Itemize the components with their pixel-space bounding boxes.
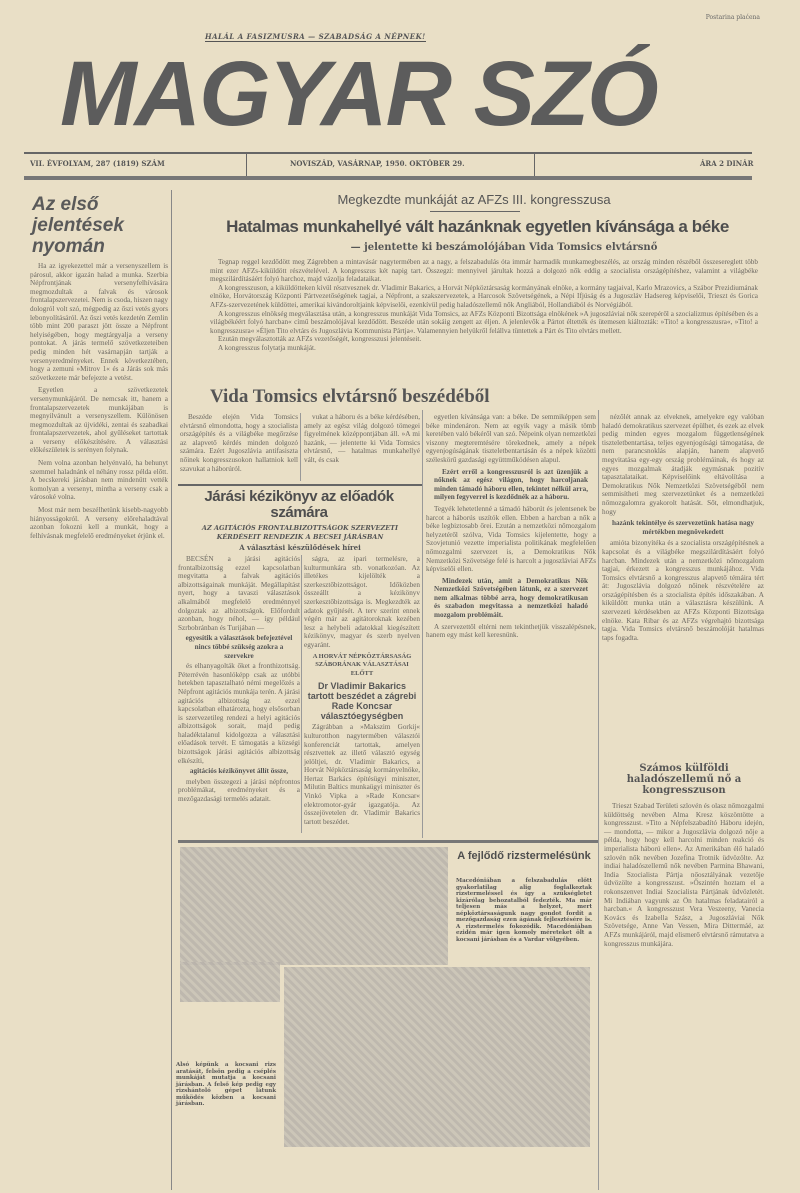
paragraph: A kongresszus elnökség megválasztása után, a kongresszus munkáját Vida Tomsics, az AFZs Központi Bizottsága elnökének »A jugoszláviai nők szerepéről a szocializmus építésében és a világbékéért folyó harcban« című beszámolójával kezdődött. Beszéde után sokáig zengett az éljen. A jelenlevők a Pártot éltették és ütemesen kiáltozták: »Tito! a kongresszusra«, »Tito! a kongresszusra« »Éljen Tito elvtárs és Jugoszlávia Kommunista Pártja«. Valamennyien helyükről felállva tüntettek a Párt és Tito elvtárs mellett. bbox=[210, 309, 758, 335]
rice-harvest-photo-bottom bbox=[284, 967, 590, 1147]
column-divider bbox=[422, 410, 423, 838]
district-headline: Járási kézikönyv az előadók számára bbox=[204, 488, 394, 521]
speech-col-2: vukat a háboru és a béke kérdésében, amely az egész világ dolgozó tömegei figyelmének középpontjában áll. »A mi hazánk, — jelentette ki Vida Tomsics elvtársnő, — hatalmas munkahellyé vált, és csak bbox=[304, 413, 420, 464]
masthead-bottom-rule bbox=[24, 176, 752, 180]
left-article-headline: Az első jelentések nyomán bbox=[32, 194, 124, 257]
paragraph: BECSÉN a járási agitációs frontalbizottság ezzel kapcsolatban megvitatta a falvak agitációs albizottságainak munkáját. Megállapítást nyert, hogy a tavaszi választások alkalmából megfelelő eredménnyel dolgoztak az albizottságok. Előfordult azonban, hogy néhol, — így például Szrbobránban és Turijában — bbox=[178, 555, 300, 632]
district-col-2 bbox=[304, 555, 420, 826]
masthead-title: MAGYAR SZÓ bbox=[60, 43, 657, 145]
sub-headline: Dr Vladimir Bakarics tartott beszédet a zágrebi Rade Koncsar választóegységben bbox=[307, 681, 417, 722]
divider bbox=[534, 154, 535, 176]
paragraph: melyben összegezi a járási népfrontos problémákat, eredményeket és a mezőgazdasági termelés adatait. bbox=[178, 777, 300, 804]
right-article-body: Trieszt Szabad Területi szlovén és olasz nőmozgalmi küldöttség nevében Alma Kresz köszöntötte a kongresszust. »Tito a Népfelszabadító Háboru idején, — mondotta, — mikor a Jugoszlávia dolgozó nője a példa, hogy hogy kell harcolni minden reakció és imperialista háború ellen«. Az Amerikában élő haladó szlovén nők nevében Jozefina Trotnik üdvözölte. Az indiai haladószellemű nők nevében Parmina Bhawani, India Szocialista Pártja nőosztályának vezetője üdvözölte a kongresszust. »Őszintén hoztam el a rokonszenvet Indiai Szocialista Pártjának üdvözletét. Mi Indiában vagyunk az Ön hatalmas feladatairól a harcban.« A kongresszust Vera Veszeeny, Vanecia Kovács és Izabella Szász, a Jugoszláviai Nők Szövetsége, Anne Van Vessen, Mira Dittermáé, az AFZs munkájáról, majd elismerő elvtársnő rámutatva a kongresszus munkájára. bbox=[604, 802, 764, 948]
rice-feature-text: Macedóniában a felszabadulás előtt gyakorlatilag alig foglalkoztak rizstermeléssel és így a szükségletet kizárólag behozatalból fedezték. Ma már teljesen más a helyzet, mert népköztársaságunk nagy gondot fordít a mezőgazdaság ezen ágának fejlesztésére is. A rizstermelés fokozódik. Macedóniában ezidén már igen komoly méreteket ölt a kocsani járásban és a Vardar völgyében. bbox=[456, 878, 592, 943]
speech-col-3 bbox=[426, 413, 596, 640]
main-article-body bbox=[210, 258, 758, 353]
paragraph: és elhanyagolták őket a fronthizottság. Péterrévén hasonlóképp csak az utóbbi hetekben tapasztalható némi megelőzés a Népfront agitációs munkája terén. A járási agitációs albizottság az ezzel kapcsolatban elhatározta, hogy elsősorban is szervezetileg rendezi a helyi agitációs albizottságok sorait, majd pedig haladéktalanul kidolgozza a választási előadások tervét. E támogatás a községi bizottságok járási agitációs albizottság elkészíti, bbox=[178, 662, 300, 765]
paragraph: Tegyék lehetetlenné a támadó háborút és jelentsenek be harcot a háborús uszítók ellen. Ebben a harcban a nők a béke legbiztosabb őrei. Ezután a nemzetközi nőmozgalom helyzetéről szólva, Vida Tomsics kijelentette, hogy a Szovjetunió vezette imperialista politikának megfelelően nőmozgalmi szervezet is, a Demokratikus Nők Nemzetközi Szövetsége felé is harcolt a jugoszláviai AFZs képviselői ellen. bbox=[426, 504, 596, 574]
paragraph: Ezután megválasztották az AFZs vezetőségét, kongresszusi jelentéseit. bbox=[218, 335, 422, 344]
district-col-1 bbox=[178, 555, 300, 804]
divider bbox=[300, 413, 301, 481]
paragraph-bold: egyesítik a választások befejeztével nincs többé szükség azokra a szervekre bbox=[185, 634, 293, 660]
paragraph: ságra, az ipari termelésre, a kulturmunkára stb. vonatkozóan. Az illetékes kijelölték a szerkesztőbizottságot. Időközben összeállt a kézikönyv szerkesztőbizottsága is. Megkezdték az adatok gyűjtését. A terv szerint ennek végén már az agitátoroknak kezében lesz a helybeli adatokkal kiegészített kézikönyv, magyar és szerb nyelven egyaránt. bbox=[304, 555, 420, 649]
rule bbox=[430, 211, 520, 212]
paragraph: A szervezettől eltérni nem tekinthetjük visszalépésnek, hanem egy mást kell keresnünk. bbox=[426, 622, 596, 640]
section-caps-heading: A HORVÁT NÉPKÖZTÁRSASÁG SZÁBORÁNAK VÁLASZTÁSAI ELŐTT bbox=[312, 652, 412, 677]
price: ÁRA 2 DINÁR bbox=[700, 159, 754, 168]
rice-feature-headline: A fejlődő rizstermelésünk bbox=[457, 850, 591, 862]
main-headline: Hatalmas munkahellyé vált hazánknak egyetlen kívánsága a béke bbox=[226, 217, 729, 236]
paragraph: amióta bizonyítéka és a szocialista országépítésnek a kapcsolat és a világbéke megszilárdításáért folyó harcban. Mindezek után a nemzetközi nőmozgalom tagjai, érkezett a kongresszus munkájához. Vida Tomsics elvtársnő a kongresszus alapvető témáira tért át: Jugoszlávia dolgozó nőinek részvételére az országépítésben és a szocialista építés időszakában. A kiküldött munka után a választásra készülünk. A szervezeti kérdésekben az AFZs Központi Bizottsága elnöke. Kata Ribar és az AFZs végrehajtó bizottsága tagja. Vida Tomsics elvtársnő beszámolóját hatalmas taps fogadta. bbox=[602, 539, 764, 642]
paragraph-bold: agitációs kézikönyvet állít össze, bbox=[189, 767, 289, 776]
photo-caption: Alsó képünk a kocsani rizs aratását, felsőn pedig a cséplés munkáját mutatja a kocsani járásban. A felső kép pedig egy rizshántoló gépet látunk működés közben a kocsani járásban. bbox=[176, 1062, 276, 1107]
rice-harvest-photo-top-left bbox=[180, 962, 280, 1002]
paragraph-bold: hazánk tekintélye és szervezetünk hatása nagy mértékben megnövekedett bbox=[612, 519, 754, 536]
column-divider bbox=[598, 410, 599, 1190]
right-article-headline: Számos külföldi haladószellemű nő a kongresszuson bbox=[626, 763, 742, 796]
paragraph-bold: Ezért erről a kongresszusról is azt üzenjük a nőknek az egész világon, hogy harcoljanak minden támadó háboru ellen, tekintet nélkül arra, milyen fegyverrel is kezdődnék az a háboru. bbox=[434, 467, 588, 502]
place-date: NOVISZÁD, VASÁRNAP, 1950. OKTÓBER 29. bbox=[290, 159, 465, 168]
paragraph: Zágrábban a »Makszim Gorkij« kulturotthon nagytermében választói konferenciát tartottak, amelyen résztvettek az illető választó egység jelöltjei, dr. Vladimir Bakarics, a Horvát Népköztársaság kormányelnöke, Hertaz Barkács építésügyi miniszter, Milutin Baltics munkaügyi miniszter és Vinkó Vipka a »Rade Koncsar« elektromotor-gyár igazgatója. Az összejövetelen dr. Vladimir Bakarics tartott beszédet. bbox=[304, 723, 420, 826]
paragraph: Most már nem beszélhetünk kisebb-nagyobb hiányosságokról. A verseny előrehaladtával azonban fokozni kell a munkát, hogy a felhívásnak megfelelő eredményeket érjünk el. bbox=[30, 506, 168, 540]
main-subheadline: — jelentette ki beszámolójában Vida Tomsics elvtársnő bbox=[350, 242, 658, 253]
rule bbox=[178, 840, 598, 843]
paragraph: egyetlen kívánsága van: a béke. De semmiképpen sem béke mindenáron. Nem az egyik vagy a másik tömb keretében való békéről van szó. Népeink olyan nemzetközi viszony megteremtésére törekednek, amely a népek egyenjogúságának tiszteletbentartásán és a népek közötti széleskörű gazdasági együttműködésen alapul. bbox=[426, 413, 596, 464]
paragraph: Tegnap reggel kezdődött meg Zágrebben a mintavásár nagytermében az a nagy, a felszabadulás óta immár harmadik munkamegbeszélés, az ország minden részéből összesereglett több mint ezer AFZs-kiküldött részvételével. A kongresszus két napig tart. Összegzi: mennyivel járultak hozzá a dolgozó nők eddig a szocialista országépítéshez, valamint a világbéke megszilárdításáért folyó harchoz, majd vázolja feladataikat. bbox=[210, 258, 758, 284]
district-subheadline: AZ AGITÁCIÓS FRONTALBIZOTTSÁGOK SZERVEZETI KÉRDÉSEIT RENDEZIK A BECSEI JÁRÁSBAN bbox=[201, 524, 399, 541]
masthead-motto: HALÁL A FASIZMUSRA — SZABADSÁG A NÉPNEK! bbox=[205, 32, 426, 41]
divider bbox=[301, 555, 302, 833]
speech-headline: Vida Tomsics elvtársnő beszédéből bbox=[210, 386, 490, 407]
wavy-rule bbox=[178, 484, 422, 486]
paragraph: A kongresszus folytatja munkáját. bbox=[218, 343, 316, 352]
paragraph: Ha az igyekezettel már a versenyszellem is párosul, akkor igazán halad a munka. Szerbia Népfrontjának versenyfelhívására megmozdultak a falvak és városok frontalapszervezetei. Nem is csoda, hiszen nagy dologról volt szó, mégpedig az őszi vetés gyors lebonyolításáról. Az őszi vetés kezdetén Zemlin több mint 200 paraszt jött össze a Népfront helyiségében, hogy megtárgyalja a verseny pontokat. A járás termelő szövetkezeteiben pedig minden hét vasárnapján tartják a versenyeredményeket. Ennek következtében, hogy a zemuni »Mitrov 1« és a Járás sok más szövetkezete már befejezte a vetést. bbox=[30, 262, 168, 382]
paragraph-bold: Mindezek után, amit a Demokratikus Nők Nemzetközi Szövetségében látunk, ez a szervezet nem alkalmas többé arra, hogy demokratikusan és szabadon megvitassa a nemzetközi haladó mozgalom problémáit. bbox=[434, 576, 588, 620]
paragraph: A kongresszuson, a kiküldötteken kívül résztvesznek dr. Vladimir Bakarics, a Horvát Népköztársaság kormányának elnöke, a kormány tagjaival, Karlo Mrazovics, a Szábor Prezidiumának elnöke, Horvátország Központi Pártvezetőségének tagjai, a Népfront, a szakszervezetek, a Harcosok Szövetségének, a Népi Ifjúság és a Jugoszláv Hadsereg képviselői, Trieszt és Gorica AFZs-szervezetének küldöttei, amerikai kivándoroltjaink képviselői, ezenkívül pedig haladószellemű nők Angliából, Hollandiából és Norvégiából. bbox=[210, 283, 758, 309]
district-section-title: A választási készülődések hírei bbox=[239, 543, 361, 552]
paragraph: Nem volna azonban helyénvaló, ha behunyt szemmel haladnánk el néhány rossz példa előtt. A becskereki járásban nem mindenütt vették komolyan a versenyt, mintha a verseny csak a városoké volna. bbox=[30, 459, 168, 502]
issue-number: VII. ÉVFOLYAM, 287 (1819) SZÁM bbox=[30, 159, 165, 168]
paragraph: nézőlét annak az elveknek, amelyekre egy valóban haladó demokratikus szervezet épülhet, és ezek az elvek pedig minden egyes mozgalom függetlenségének tiszteletbentartása, teljes egyenjogúsági támogatása, de nem parancsnoklás alapján, hanem alapvető megvitatása egy-egy ország problémáinak, és hogy az egyes mozgalmak átadják egymásnak pozitív tapasztalataikat. Képviselőink eltávolítása a Demokratikus Nők Nemzetközi Szövetségéből nem semmisítheti meg szervezetünket és a nemzetközi nőmozgalomra gyakorolt hatását. Sőt, elmondhatjuk, hogy bbox=[602, 413, 764, 516]
speech-col-4 bbox=[602, 413, 764, 642]
speech-col-1: Beszéde elején Vida Tomsics elvtársnő elmondotta, hogy a szocialista országépítés és a világbéke megőrzése az alapvető kérdés minden dolgozó számára. Ezért Jugoszlávia antifasiszta nőinek kongresszusokon hallatniok kell szavukat a háborúról. bbox=[180, 413, 298, 473]
divider bbox=[246, 154, 247, 176]
postage-note: Postarina plaćena bbox=[705, 14, 760, 21]
column-divider bbox=[171, 190, 172, 1190]
masthead-rule bbox=[24, 152, 752, 154]
rice-harvest-photo-top bbox=[180, 847, 448, 965]
main-kicker: Megkezdte munkáját az AFZs III. kongresszusa bbox=[337, 192, 611, 207]
paragraph: Egyetlen a szövetkezetek versenymunkájáról. De nemcsak itt, hanem a frontalapszervezetek munkájában is megnyilvánult a versenyszellem. Különösen megmozdultak az újvidéki, zentai és szabadkai frontalapszervezetek, ahol gyűléseket tartottak a verseny előkészítésére. A választási előkészületek is serényen folynak. bbox=[30, 386, 168, 455]
left-article-body bbox=[30, 262, 168, 540]
